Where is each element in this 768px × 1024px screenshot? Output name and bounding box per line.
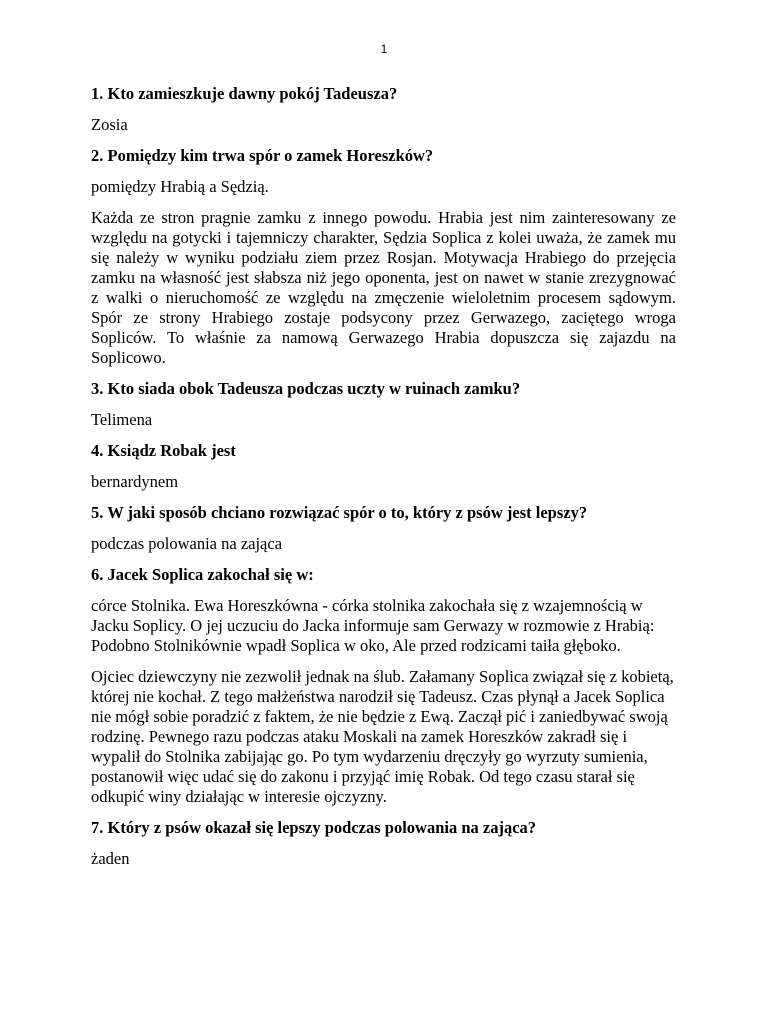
answer-2-explanation: Każda ze stron pragnie zamku z innego powodu. Hrabia jest nim zainteresowany ze względu na gotycki i tajemniczy charakter, Sędzia Soplica z kolei uważa, że zamek mu się należy w wyniku podziału ziem przez Rosjan. Motywacja Hrabiego do przejęcia zamku na własność jest słabsza niż jego oponenta, jest on nawet w stanie zrezygnować z walki o nieruchomość ze względu na zmęczenie wieloletnim procesem sądowym. Spór ze strony Hrabiego zostaje podsycony przez Gerwazego, zaciętego wroga Sopliców. To właśnie za namową Gerwazego Hrabia dopuszcza się zajazdu na Soplicowo. xyxy=(91,208,676,367)
question-2: 2. Pomiędzy kim trwa spór o zamek Horeszków? xyxy=(91,146,434,165)
answer-1: Zosia xyxy=(91,115,128,134)
answer-4: bernardynem xyxy=(91,472,179,491)
question-1: 1. Kto zamieszkuje dawny pokój Tadeusza? xyxy=(91,84,398,103)
answer-6-explanation: Ojciec dziewczyny nie zezwolił jednak na ślub. Załamany Soplica związał się z kobietą, której nie kochał. Z tego małżeństwa narodził się Tadeusz. Czas płynął a Jacek Soplica nie mógł sobie poradzić z faktem, że nie będzie z Ewą. Zaczął pić i zaniedbywać swoją rodzinę. Pewnego razu podczas ataku Moskali na zamek Horeszków zakradł się i wypalił do Stolnika zabijając go. Po tym wydarzeniu dręczyły go wyrzuty sumienia, postanowił więc udać się do zakonu i przyjąć imię Robak. Od tego czasu starał się odkupić winy działając w interesie ojczyzny. xyxy=(91,667,674,806)
answer-2: pomiędzy Hrabią a Sędzią. xyxy=(91,177,269,196)
question-5: 5. W jaki sposób chciano rozwiązać spór o to, który z psów jest lepszy? xyxy=(91,503,588,522)
question-3: 3. Kto siada obok Tadeusza podczas uczty w ruinach zamku? xyxy=(91,379,521,398)
question-7: 7. Który z psów okazał się lepszy podczas polowania na zająca? xyxy=(91,818,537,837)
answer-5: podczas polowania na zająca xyxy=(91,534,283,553)
answer-6: córce Stolnika. Ewa Horeszkówna - córka stolnika zakochała się z wzajemnością w Jacku Soplicy. O jej uczuciu do Jacka informuje sam Gerwazy w rozmowie z Hrabią: Podobno Stolnikównie wpadł Soplica w oko, Ale przed rodzicami taiła głęboko. xyxy=(91,596,655,655)
question-6: 6. Jacek Soplica zakochał się w: xyxy=(91,565,314,584)
page-number: 1 xyxy=(380,42,388,56)
answer-3: Telimena xyxy=(91,410,153,429)
document-body xyxy=(91,84,676,880)
answer-7: żaden xyxy=(91,849,130,868)
question-4: 4. Ksiądz Robak jest xyxy=(91,441,236,460)
